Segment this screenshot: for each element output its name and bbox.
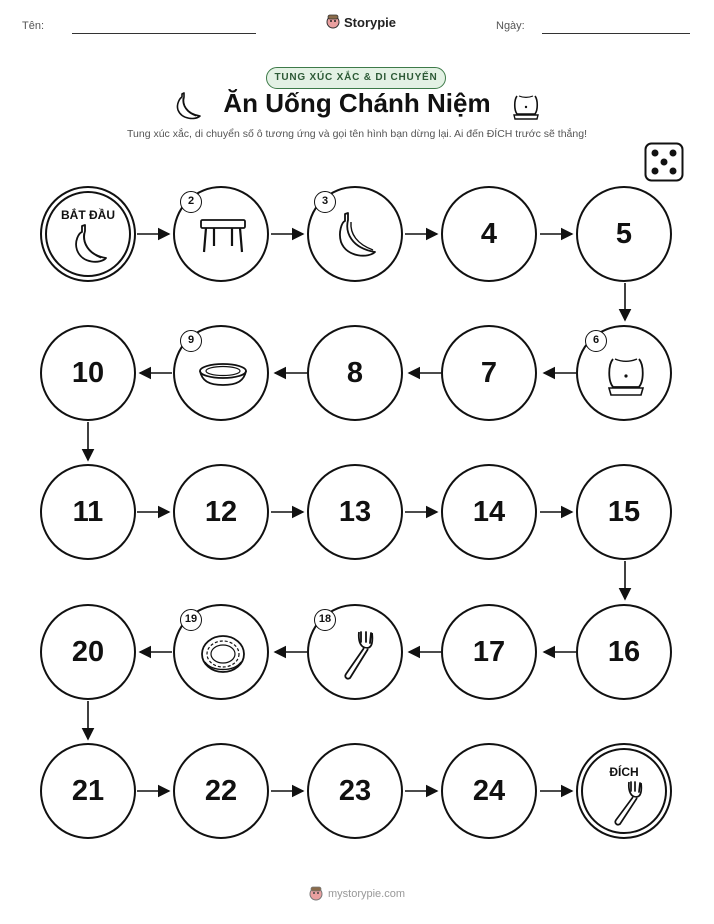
storypie-mascot-icon (309, 886, 323, 902)
square-number: 11 (72, 495, 104, 528)
square-number: 22 (204, 774, 238, 807)
square-20[interactable] (40, 604, 136, 700)
square-number: 5 (615, 217, 633, 250)
square-number: 4 (480, 217, 498, 250)
square-11[interactable] (40, 464, 136, 560)
square-number-badge: 2 (180, 191, 202, 213)
square-number: 12 (204, 495, 238, 528)
footer (0, 886, 714, 902)
square-12[interactable] (173, 464, 269, 560)
fork-icon (608, 779, 646, 827)
finish-label: ĐÍCH (609, 765, 639, 779)
square-10[interactable] (40, 325, 136, 421)
banana-icon (333, 210, 383, 262)
square-number: 24 (472, 774, 506, 807)
plate-icon (197, 361, 249, 389)
start-label: BẮT ĐẦU (61, 208, 115, 222)
stool-icon (198, 214, 248, 258)
square-number: 14 (472, 495, 506, 528)
square-number: 21 (71, 774, 105, 807)
square-23[interactable] (307, 743, 403, 839)
fork-icon (337, 628, 377, 682)
square-4[interactable] (441, 186, 537, 282)
square-number-badge: 9 (180, 330, 202, 352)
square-21[interactable] (40, 743, 136, 839)
square-24[interactable] (441, 743, 537, 839)
square-number-badge: 18 (314, 609, 336, 631)
square-number-badge: 6 (585, 330, 607, 352)
square-number: 8 (346, 356, 364, 389)
start-square[interactable] (40, 186, 136, 282)
belly-icon (604, 353, 648, 401)
brand-name: Storypie (344, 14, 397, 30)
square-number-badge: 3 (314, 191, 336, 213)
title-text: Ăn Uống Chánh Niệm (223, 88, 491, 118)
square-number: 17 (472, 635, 506, 668)
square-15[interactable] (576, 464, 672, 560)
game-type-tag: TUNG XÚC XẮC & DI CHUYỂN (266, 67, 446, 89)
square-16[interactable] (576, 604, 672, 700)
square-22[interactable] (173, 743, 269, 839)
square-7[interactable] (441, 325, 537, 421)
square-number-badge: 19 (180, 609, 202, 631)
banana-icon (68, 222, 112, 266)
footer-url[interactable]: mystorypie.com (327, 888, 406, 900)
square-number: 7 (480, 356, 498, 389)
square-5[interactable] (576, 186, 672, 282)
name-label: Tên: (22, 20, 45, 32)
date-label: Ngày: (496, 20, 525, 32)
square-17[interactable] (441, 604, 537, 700)
square-14[interactable] (441, 464, 537, 560)
square-13[interactable] (307, 464, 403, 560)
square-number: 15 (607, 495, 641, 528)
square-number: 23 (338, 774, 372, 807)
square-8[interactable] (307, 325, 403, 421)
instructions: Tung xúc xắc, di chuyển số ô tương ứng và gọi tên hình bạn dừng lại. Ai đến ĐÍCH trước sẽ thắng! (126, 128, 587, 140)
square-number: 16 (607, 635, 641, 668)
square-number: 13 (338, 495, 372, 528)
square-number: 10 (71, 356, 105, 389)
square-number: 20 (71, 635, 105, 668)
finish-square[interactable] (576, 743, 672, 839)
pie-icon (199, 632, 247, 676)
